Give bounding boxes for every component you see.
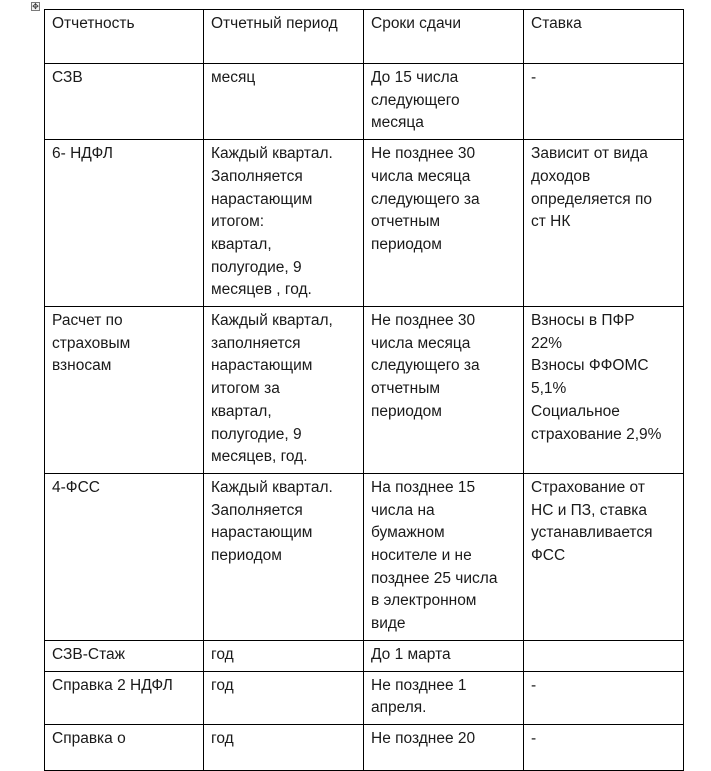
table-row	[45, 140, 684, 307]
table-cell[interactable]: Не позднее 1 апреля.	[364, 671, 524, 724]
table-cell[interactable]: До 15 числа следующего месяца	[364, 64, 524, 140]
table-cell[interactable]: 4-ФСС	[45, 473, 204, 640]
header-cell-reporting[interactable]: Отчетность	[45, 10, 204, 64]
reporting-table	[44, 9, 684, 771]
table-cell[interactable]: Не позднее 20	[364, 724, 524, 770]
table-cell[interactable]: До 1 марта	[364, 640, 524, 671]
table-row	[45, 307, 684, 474]
header-cell-rate[interactable]: Ставка	[524, 10, 684, 64]
table-move-handle[interactable]: ✥	[32, 1, 39, 11]
table-cell[interactable]: 6- НДФЛ	[45, 140, 204, 307]
table-row	[45, 671, 684, 724]
header-cell-period[interactable]: Отчетный период	[204, 10, 364, 64]
table-cell[interactable]: Справка 2 НДФЛ	[45, 671, 204, 724]
table-cell[interactable]: На позднее 15 числа на бумажном носителе и не позднее 25 числа в электронном виде	[364, 473, 524, 640]
table-cell[interactable]: Не позднее 30 числа месяца следующего за отчетным периодом	[364, 307, 524, 474]
table-cell[interactable]: -	[524, 724, 684, 770]
table-cell[interactable]: -	[524, 671, 684, 724]
table-cell[interactable]: год	[204, 724, 364, 770]
table-cell[interactable]: -	[524, 64, 684, 140]
table-cell[interactable]: Зависит от вида доходов определяется по ст НК	[524, 140, 684, 307]
table-row	[45, 724, 684, 770]
table-cell[interactable]: СЗВ	[45, 64, 204, 140]
table-header-row	[45, 10, 684, 64]
table-cell[interactable]: Расчет по страховым взносам	[45, 307, 204, 474]
table-cell[interactable]	[524, 640, 684, 671]
table-cell[interactable]: Не позднее 30 числа месяца следующего за отчетным периодом	[364, 140, 524, 307]
table-row	[45, 64, 684, 140]
table-cell[interactable]: Страхование от НС и ПЗ, ставка устанавливается ФСС	[524, 473, 684, 640]
table-cell[interactable]: Справка о	[45, 724, 204, 770]
table-row	[45, 473, 684, 640]
table-cell[interactable]: СЗВ-Стаж	[45, 640, 204, 671]
table-cell[interactable]: год	[204, 671, 364, 724]
table-cell[interactable]: Взносы в ПФР 22% Взносы ФФОМС 5,1% Социальное страхование 2,9%	[524, 307, 684, 474]
header-cell-deadline[interactable]: Сроки сдачи	[364, 10, 524, 64]
table-cell[interactable]: Каждый квартал, заполняется нарастающим итогом за квартал, полугодие, 9 месяцев, год.	[204, 307, 364, 474]
table-row	[45, 640, 684, 671]
table-cell[interactable]: Каждый квартал. Заполняется нарастающим итогом: квартал, полугодие, 9 месяцев , год.	[204, 140, 364, 307]
table-cell[interactable]: год	[204, 640, 364, 671]
table-cell[interactable]: Каждый квартал. Заполняется нарастающим периодом	[204, 473, 364, 640]
table-cell[interactable]: месяц	[204, 64, 364, 140]
